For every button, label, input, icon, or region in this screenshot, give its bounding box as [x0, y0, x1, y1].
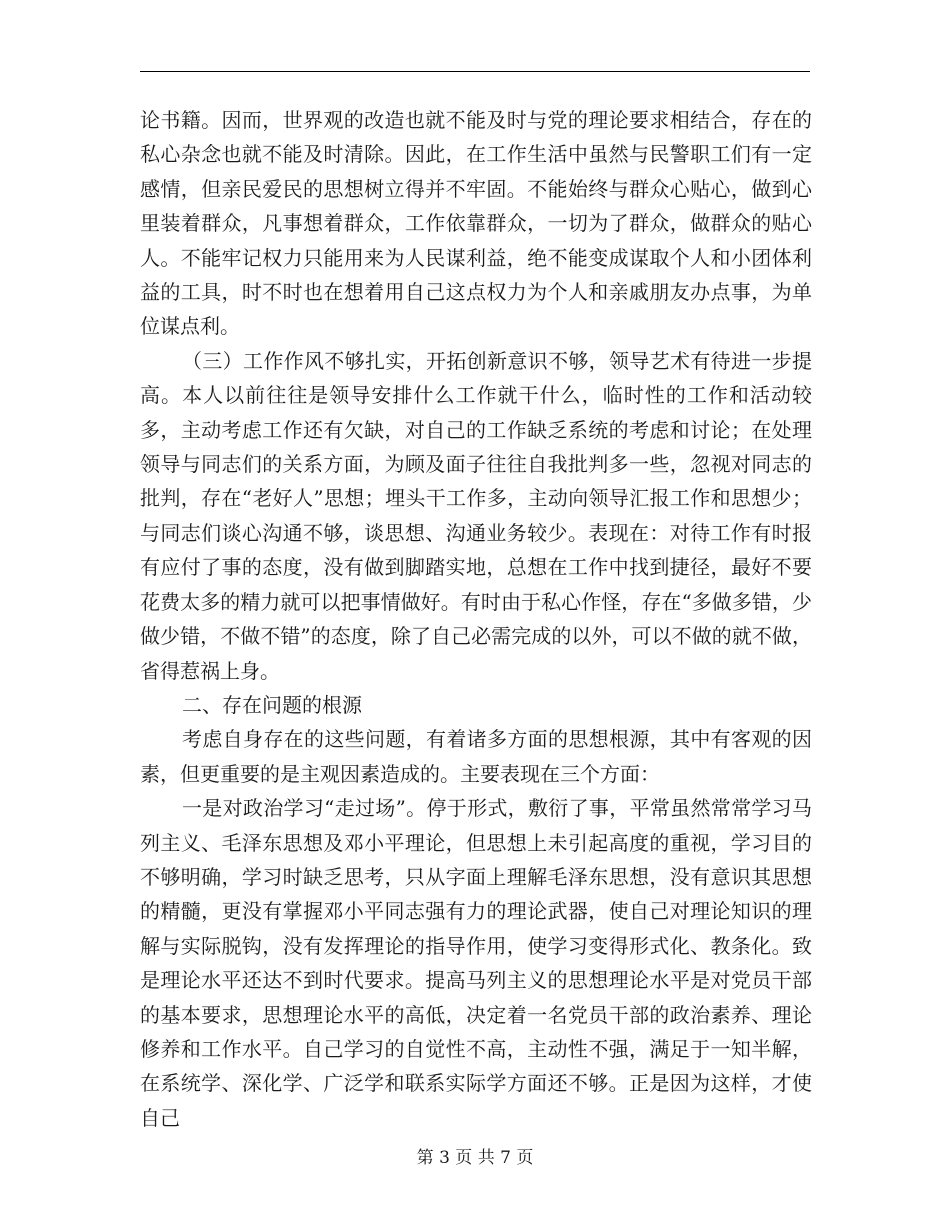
header-rule: [140, 71, 810, 72]
document-body: [140, 103, 812, 1135]
paragraph-work-style: （三）工作作风不够扎实，开拓创新意识不够，领导艺术有待进一步提高。本人以前往往是领导安排什么工作就干什么，临时性的工作和活动较多，主动考虑工作还有欠缺，对自己的工作缺乏系统的考虑和讨论；在处理领导与同志们的关系方面，为顾及面子往往自我批判多一些，忽视对同志的批判，存在“老好人”思想；埋头干工作多，主动向领导汇报工作和思想少；与同志们谈心沟通不够，谈思想、沟通业务较少。表现在：对待工作有时报有应付了事的态度，没有做到脚踏实地，总想在工作中找到捷径，最好不要花费太多的精力就可以把事情做好。有时由于私心作怪，存在“多做多错，少做少错，不做不错”的态度，除了自己必需完成的以外，可以不做的就不做，省得惹祸上身。: [140, 348, 812, 683]
paragraph-causes-intro: 考虑自身存在的这些问题，有着诸多方面的思想根源，其中有客观的因素，但更重要的是主观因素造成的。主要表现在三个方面：: [140, 727, 812, 786]
footer-total-pages: 7: [500, 1148, 511, 1168]
page-footer: [0, 1146, 950, 1170]
footer-suffix: 页: [516, 1148, 534, 1168]
section-heading-root-causes: 二、存在问题的根源: [182, 692, 362, 717]
footer-middle: 页 共: [455, 1148, 495, 1168]
paragraph-continuation: 论书籍。因而，世界观的改造也就不能及时与党的理论要求相结合，存在的私心杂念也就不能及时清除。因此，在工作生活中虽然与民警职工们有一定感情，但亲民爱民的思想树立得并不牢固。不能始终与群众心贴心，做到心里装着群众，凡事想着群众，工作依靠群众，一切为了群众，做群众的贴心人。不能牢记权力只能用来为人民谋利益，绝不能变成谋取个人和小团体利益的工具，时不时也在想着用自己这点权力为个人和亲戚朋友办点事，为单位谋点利。: [140, 108, 812, 339]
footer-current-page: 3: [439, 1148, 450, 1168]
footer-prefix: 第: [416, 1148, 434, 1168]
paragraph-political-study: 一是对政治学习“走过场”。停于形式，敷衍了事，平常虽然常常学习马列主义、毛泽东思想及邓小平理论，但思想上未引起高度的重视，学习目的不够明确，学习时缺乏思考，只从字面上理解毛泽东思想，没有意识其思想的精髓，更没有掌握邓小平同志强有力的理论武器，使自己对理论知识的理解与实际脱钩，没有发挥理论的指导作用，使学习变得形式化、教条化。致是理论水平还达不到时代要求。提高马列主义的思想理论水平是对党员干部的基本要求，思想理论水平的高低，决定着一名党员干部的政治素养、理论修养和工作水平。自己学习的自觉性不高，主动性不强，满足于一知半解，在系统学、深化学、广泛学和联系实际学方面还不够。正是因为这样，才使自己: [140, 796, 812, 1130]
